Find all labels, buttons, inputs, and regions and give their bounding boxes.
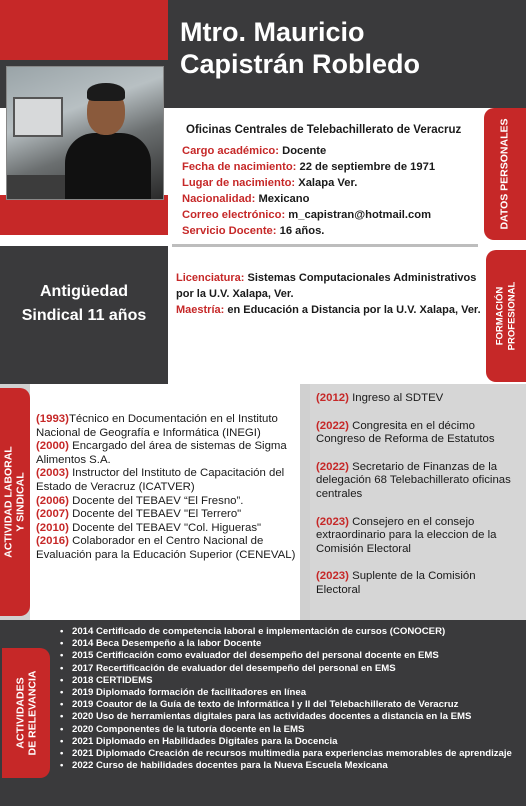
activity-text: Docente del TEBAEV “El Fresno”.	[68, 494, 244, 507]
maestria: Maestría: en Educación a Distancia por la U.V. Xalapa, Ver.	[176, 304, 481, 316]
formacion-text	[176, 270, 482, 318]
activity-item	[316, 461, 522, 502]
licenciatura: Licenciatura: Sistemas Computacionales Administrativos por la U.V. Xalapa, Ver.	[176, 272, 477, 300]
person-name	[180, 16, 520, 80]
antiguedad-text: Antigüedad Sindical 11 años	[21, 283, 147, 324]
tab-formacion-label: FORMACIÓN PROFESIONAL	[494, 281, 517, 351]
activity-item	[36, 440, 298, 467]
header-accent	[0, 0, 168, 60]
relevancia-item: • 2021 Diplomado en Habilidades Digitales para la Docencia	[58, 736, 520, 748]
relevancia-item: • 2020 Componentes de la tutoría docente en la EMS	[58, 724, 520, 736]
relevancia-item: • 2018 CERTIDEMS	[58, 675, 520, 687]
activity-year: (2023)	[316, 515, 349, 528]
activity-right-list	[316, 392, 522, 612]
activity-item	[36, 413, 298, 440]
tab-datos-label: DATOS PERSONALES	[499, 118, 512, 230]
activity-left-list	[36, 413, 298, 563]
activity-item	[316, 570, 522, 597]
activity-year: (2022)	[316, 419, 349, 432]
tab-actividad-label: ACTIVIDAD LABORAL Y SINDICAL	[3, 446, 28, 558]
activity-year: (2010)	[36, 521, 69, 534]
activity-year: (2000)	[36, 440, 69, 453]
profile-photo	[6, 66, 164, 200]
activity-year: (2022)	[316, 460, 349, 473]
activity-text: Congresita en el décimo Congreso de Reforma de Estatutos	[316, 419, 495, 446]
name-line-1: Mtro. Mauricio	[180, 17, 365, 47]
relevancia-item: • 2021 Diplomado Creación de recursos multimedia para experiencias memorables de aprendizaje	[58, 748, 520, 760]
activity-item	[316, 392, 522, 406]
activity-text: Docente del TEBAEV "Col. Higueras"	[68, 521, 262, 534]
section-divider	[172, 244, 478, 247]
relevancia-item: • 2022 Curso de habilidades docentes para la Nueva Escuela Mexicana	[58, 760, 520, 772]
activity-item	[316, 420, 522, 447]
relevancia-item: • 2019 Coautor de la Guía de texto de Informática I y II del Telebachillerato de Veracruz	[58, 699, 520, 711]
activity-item	[36, 508, 298, 522]
activity-text: Ingreso al SDTEV	[348, 392, 444, 404]
activity-text: Técnico en Documentación en el Instituto Nacional de Geografía e Informática (INEGI)	[36, 413, 278, 439]
field-servicio: Servicio Docente: 16 años.	[182, 225, 325, 237]
activity-text: Encargado del área de sistemas de Sigma Alimentos S.A.	[36, 440, 287, 466]
activity-year: (2012)	[316, 392, 349, 404]
activity-year: (2016)	[36, 535, 69, 548]
activity-year: (2007)	[36, 508, 69, 521]
activity-text: Docente del TEBAEV "El Terrero"	[68, 508, 242, 521]
activity-year: (2006)	[36, 494, 69, 507]
tab-relevancia-label: ACTIVIDADES DE RELEVANCIA	[14, 670, 39, 756]
tab-actividades-relevancia	[2, 648, 50, 778]
field-fecha: Fecha de nacimiento: 22 de septiembre de 1971	[182, 161, 436, 173]
activity-item	[36, 467, 298, 494]
activity-text: Suplente de la Comisión Electoral	[316, 570, 476, 596]
activity-year: (1993)	[36, 413, 69, 425]
relevancia-item: • 2017 Recertificación de evaluador del desempeño del personal en EMS	[58, 663, 520, 675]
activity-text: Instructor del Instituto de Capacitación del Estado de Veracruz (ICATVER)	[36, 467, 285, 493]
relevancia-item: • 2015 Certificación como evaluador del desempeño del personal docente en EMS	[58, 650, 520, 662]
tab-formacion-profesional	[486, 250, 526, 382]
activity-item	[36, 535, 298, 562]
field-nacionalidad: Nacionalidad: Mexicano	[182, 193, 310, 205]
field-lugar: Lugar de nacimiento: Xalapa Ver.	[182, 177, 358, 189]
activity-text: Colaborador en el Centro Nacional de Evaluación para la Educación Superior (CENEVAL)	[36, 535, 296, 561]
activity-text: Consejero en el consejo extraordinario para la eleccion de la Comisión Electoral	[316, 515, 497, 555]
activity-year: (2003)	[36, 467, 69, 480]
hair-shape	[87, 83, 125, 101]
activity-text: Secretario de Finanzas de la delegación 68 Telebachillerato oficinas centrales	[316, 460, 511, 500]
activity-item	[36, 495, 298, 509]
field-cargo: Cargo académico: Docente	[182, 145, 327, 157]
name-line-2: Capistrán Robledo	[180, 49, 421, 79]
office-title: Oficinas Centrales de Telebachillerato de Veracruz	[186, 124, 462, 136]
relevancia-list	[58, 626, 520, 772]
tab-datos-personales	[484, 108, 526, 240]
shirt-shape	[65, 133, 151, 200]
activity-item	[36, 522, 298, 536]
relevancia-item: • 2019 Diplomado formación de facilitadores en línea	[58, 687, 520, 699]
monitor-shape	[13, 97, 63, 137]
activity-year: (2023)	[316, 570, 349, 583]
relevancia-item: • 2014 Beca Desempeño a la labor Docente	[58, 638, 520, 650]
tab-actividad-laboral	[0, 388, 30, 616]
relevancia-item: • 2020 Uso de herramientas digitales para las actividades docentes a distancia en la EMS	[58, 711, 520, 723]
relevancia-item: • 2014 Certificado de competencia laboral e implementación de cursos (CONOCER)	[58, 626, 520, 638]
field-correo: Correo electrónico: m_capistran@hotmail.com	[182, 209, 432, 221]
photo-accent	[0, 195, 168, 235]
activity-item	[316, 516, 522, 557]
